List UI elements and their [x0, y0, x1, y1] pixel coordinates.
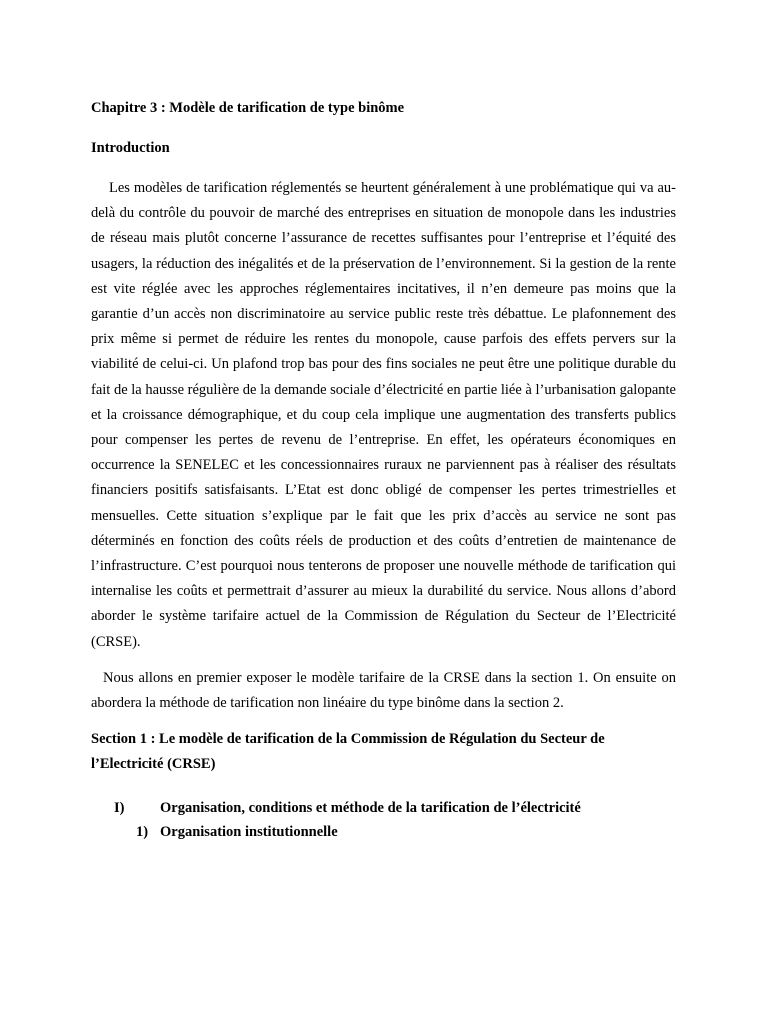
chapter-title: Chapitre 3 : Modèle de tarification de type binôme [91, 100, 405, 116]
outline-subitem-text: Organisation institutionnelle [160, 823, 338, 840]
outline-item-level-1 [91, 798, 676, 818]
outline-item-number: I) [114, 799, 125, 816]
plan-paragraph: Nous allons en premier exposer le modèle tarifaire de la CRSE dans la section 1. On ensuite on abordera la méthode de tarification non linéaire du type binôme dans la section 2. [91, 669, 676, 712]
section-1-heading: Section 1 : Le modèle de tarification de la Commission de Régulation du Secteur de l’Electricité (CRSE) [91, 731, 605, 773]
outline-item-text: Organisation, conditions et méthode de la tarification de l’électricité [160, 799, 581, 816]
introduction-heading: Introduction [91, 140, 170, 156]
introduction-paragraph: Les modèles de tarification réglementés se heurtent généralement à une problématique qui va au-delà du contrôle du pouvoir de marché des entreprises en situation de monopole dans les industries de réseau mais plutôt concerne l’assurance de recettes suffisantes pour l’entreprise et l’équité des usagers, la réduction des inégalités et de la préservation de l’environnement. Si la gestion de la rente est vite réglée avec les approches réglementaires incitatives, il n’en demeure pas moins que la garantie d’un accès non discriminatoire au service public reste très débattue. Le plafonnement des prix même si permet de réduire les rentes du monopole, cause parfois des effets pervers sur la viabilité de celui-ci. Un plafond trop bas pour des fins sociales ne peut être une politique durable du fait de la hausse régulière de la demande sociale d’électricité en partie liée à l’urbanisation galopante et la croissance démographique, et du coup cela implique une augmentation des transferts publics pour compenser les pertes de revenu de l’entreprise. En effet, les opérateurs économiques en occurrence la SENELEC et les concessionnaires ruraux ne parviennent pas à réaliser des résultats financiers positifs satisfaisants. L’Etat est donc obligé de compenser les pertes trimestrielles et mensuelles. Cette situation s’explique par le fait que les prix d’accès au service ne sont pas déterminés en fonction des coûts réels de production et des coûts d’entretien de maintenance de l’infrastructure. C’est pourquoi nous tenterons de proposer une nouvelle méthode de tarification qui internalise les coûts et permettrait d’assurer au mieux la durabilité du service. Nous allons d’abord aborder le système tarifaire actuel de la Commission de Régulation du Secteur de l’Electricité (CRSE). [91, 180, 676, 650]
outline-subitem-number: 1) [136, 823, 149, 840]
outline-item-level-2 [91, 822, 676, 842]
